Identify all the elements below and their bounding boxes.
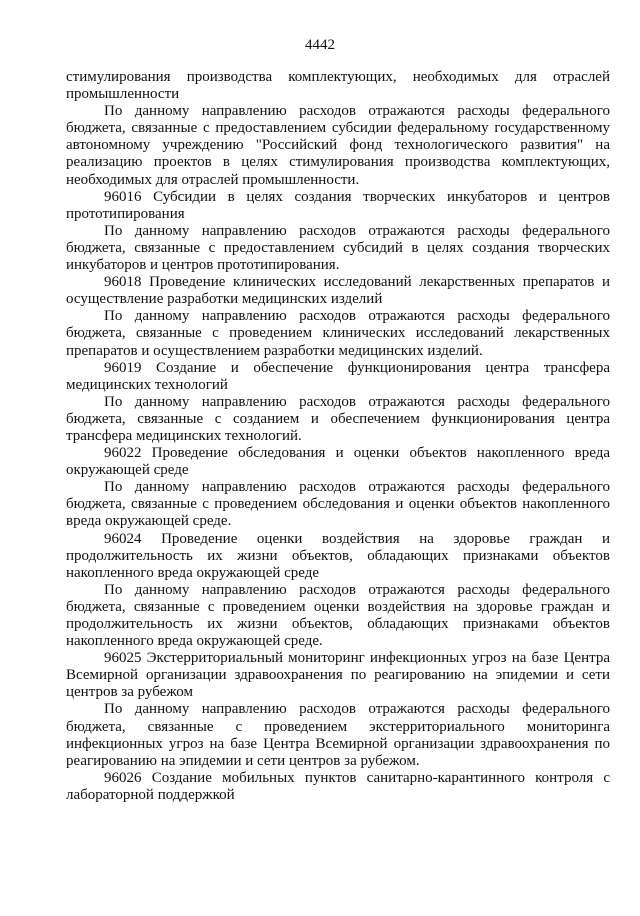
paragraph-continuation: стимулирования производства комплектующих, необходимых для отраслей промышленности [66,69,610,103]
paragraph-description: По данному направлению расходов отражаются расходы федерального бюджета, связанные с предоставлением субсидий в целях создания творческих инкубаторов и центров прототипирования. [66,222,610,274]
paragraph-heading-96022: 96022 Проведение обследования и оценки объектов накопленного вреда окружающей среде [66,445,610,479]
paragraph-heading-96018: 96018 Проведение клинических исследований лекарственных препаратов и осуществление разработки медицинских изделий [66,274,610,308]
paragraph-description: По данному направлению расходов отражаются расходы федерального бюджета, связанные с проведением обследования и оценки объектов накопленного вреда окружающей среде. [66,479,610,530]
paragraph-description: По данному направлению расходов отражаются расходы федерального бюджета, связанные с проведением экстерриториального мониторинга инфекционных угроз на базе Центра Всемирной организации здравоохранения по реагированию на эпидемии и сети центров за рубежом. [66,701,610,769]
paragraph-heading-96019: 96019 Создание и обеспечение функционирования центра трансфера медицинских технологий [66,359,610,393]
paragraph-description: По данному направлению расходов отражаются расходы федерального бюджета, связанные с проведением клинических исследований лекарственных препаратов и осуществлением разработки медицинских изделий. [66,308,610,359]
paragraph-heading-96026: 96026 Создание мобильных пунктов санитарно-карантинного контроля с лабораторной поддержкой [66,769,610,803]
paragraph-description: По данному направлению расходов отражаются расходы федерального бюджета, связанные с созданием и обеспечением функционирования центра трансфера медицинских технологий. [66,393,610,444]
paragraph-description: По данному направлению расходов отражаются расходы федерального бюджета, связанные с предоставлением субсидии федеральному государственному автономному учреждению "Российский фонд технологического развития" на реализацию проектов в целях стимулирования производства комплектующих, необходимых для отраслей промышленности. [66,103,610,188]
document-body [66,69,610,804]
paragraph-heading-96024: 96024 Проведение оценки воздействия на здоровье граждан и продолжительность их жизни объектов, обладающих признаками объектов накопленного вреда окружающей среде [66,530,610,581]
page-number: 4442 [305,37,335,53]
paragraph-description: По данному направлению расходов отражаются расходы федерального бюджета, связанные с проведением оценки воздействия на здоровье граждан и продолжительность их жизни объектов, обладающих признаками объектов накопленного вреда окружающей среде. [66,581,610,650]
paragraph-heading-96016: 96016 Субсидии в целях создания творческих инкубаторов и центров прототипирования [66,188,610,222]
paragraph-heading-96025: 96025 Экстерриториальный мониторинг инфекционных угроз на базе Центра Всемирной организации здравоохранения по реагированию на эпидемии и сети центров за рубежом [66,650,610,701]
